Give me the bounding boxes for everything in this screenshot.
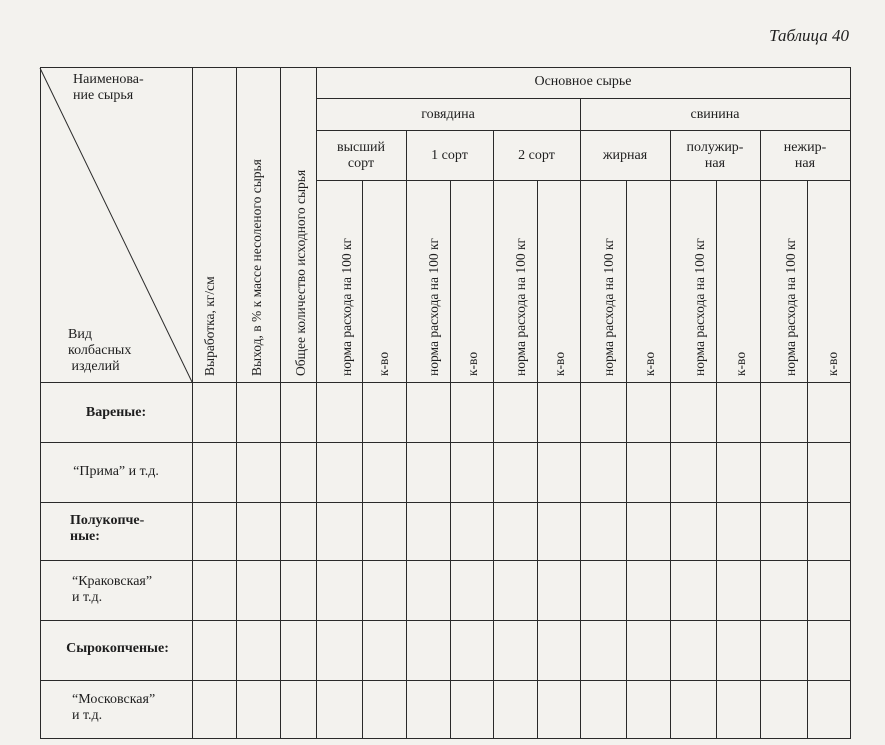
grid-line xyxy=(40,680,851,681)
grid-line xyxy=(316,130,850,131)
subheader-norm: норма расхода на 100 кг xyxy=(513,237,528,376)
header-beef-second: 2 сорт xyxy=(518,148,555,163)
grid-line xyxy=(670,130,671,738)
subheader-qty: к-во xyxy=(733,351,748,376)
subheader-norm: норма расхода на 100 кг xyxy=(601,237,616,376)
grid-line xyxy=(40,502,851,503)
row-label-rawsmoked: Сырокопченые: xyxy=(66,641,169,656)
col-header-yield: Выход, в % к массе несоленого сырья xyxy=(249,159,264,376)
grid-line xyxy=(280,67,281,738)
grid-line xyxy=(316,98,850,99)
grid-line xyxy=(580,98,581,738)
table-caption: Таблица 40 xyxy=(769,26,849,45)
grid-line xyxy=(40,67,41,738)
header-pork-fat: жирная xyxy=(602,148,648,163)
grid-line xyxy=(40,67,851,68)
subheader-norm: норма расхода на 100 кг xyxy=(426,237,441,376)
header-beef: говядина xyxy=(421,107,475,122)
subheader-norm: норма расхода на 100 кг xyxy=(692,237,707,376)
grid-line xyxy=(40,620,851,621)
grid-line xyxy=(40,382,851,383)
header-pork-lean: нежир- ная xyxy=(783,140,827,171)
subheader-norm: норма расхода на 100 кг xyxy=(783,237,798,376)
subheader-norm: норма расхода на 100 кг xyxy=(339,237,354,376)
grid-line xyxy=(40,738,851,739)
header-main-raw: Основное сырье xyxy=(534,74,632,89)
grid-line xyxy=(537,180,538,738)
row-label-semismoked: Полукопче- ные: xyxy=(70,513,145,544)
grid-line xyxy=(316,67,317,738)
subheader-qty: к-во xyxy=(376,351,391,376)
corner-header-sausage-type: Вид колбасных изделий xyxy=(68,327,132,374)
grid-line xyxy=(362,180,363,738)
grid-line xyxy=(450,180,451,738)
header-pork-semifat: полужир- ная xyxy=(686,140,744,171)
header-pork: свинина xyxy=(690,107,740,122)
grid-line xyxy=(236,67,237,738)
header-beef-premium: высший сорт xyxy=(337,140,385,171)
grid-line xyxy=(626,180,627,738)
corner-header-raw-material: Наименова- ние сырья xyxy=(73,72,144,103)
header-beef-first: 1 сорт xyxy=(431,148,468,163)
col-header-output: Выработка, кг/см xyxy=(202,276,217,376)
grid-line xyxy=(406,130,407,738)
grid-line xyxy=(807,180,808,738)
grid-line xyxy=(40,560,851,561)
grid-line xyxy=(493,130,494,738)
grid-line xyxy=(40,442,851,443)
grid-line xyxy=(716,180,717,738)
subheader-qty: к-во xyxy=(465,351,480,376)
subheader-qty: к-во xyxy=(642,351,657,376)
grid-line xyxy=(316,180,850,181)
row-label-moscow: “Московская” и т.д. xyxy=(72,692,156,723)
grid-line xyxy=(850,67,851,738)
subheader-qty: к-во xyxy=(552,351,567,376)
grid-line xyxy=(192,67,193,738)
col-header-total: Общее количество исходного сырья xyxy=(293,169,308,376)
row-label-boiled: Вареные: xyxy=(85,405,147,420)
row-label-krakow: “Краковская” и т.д. xyxy=(72,574,153,605)
subheader-qty: к-во xyxy=(825,351,840,376)
row-label-prima: “Прима” и т.д. xyxy=(73,464,159,479)
grid-line xyxy=(760,130,761,738)
